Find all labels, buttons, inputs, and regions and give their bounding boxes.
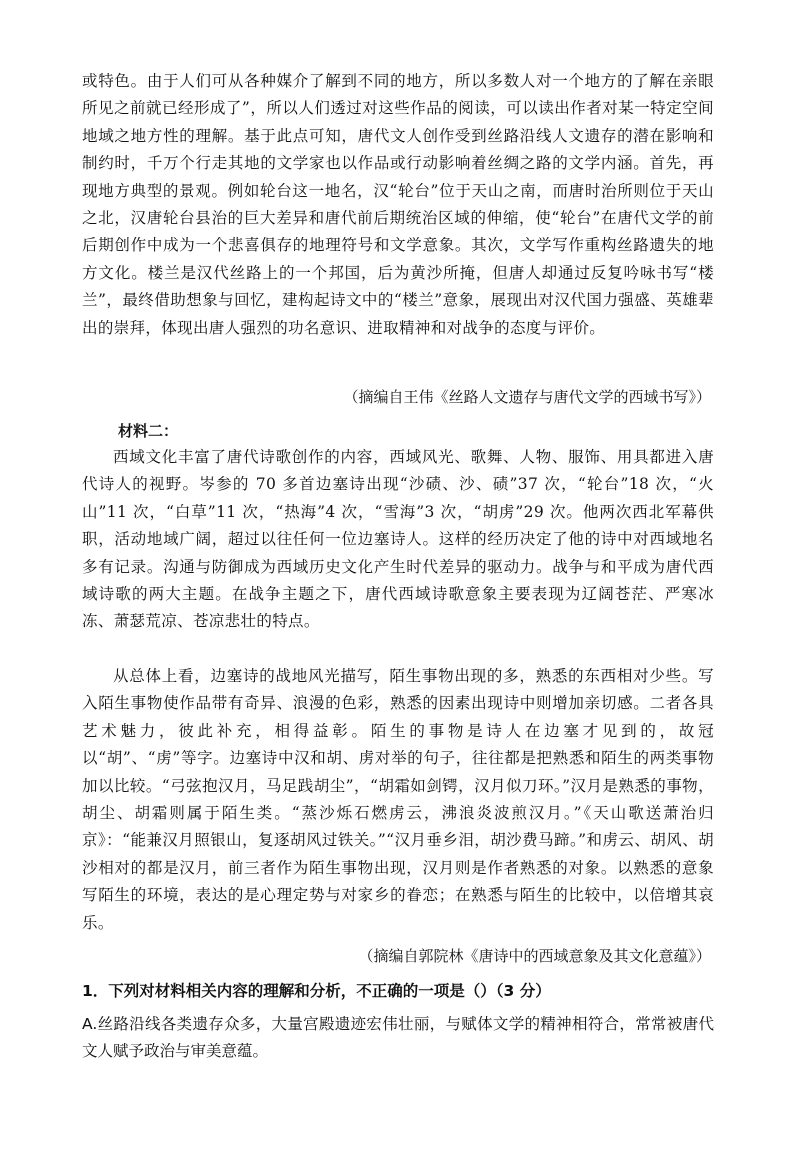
material2-paragraph-2: 从总体上看，边塞诗的战地风光描写，陌生事物出现的多，熟悉的东西相对少些。写入陌生事物使作品带有奇异、浪漫的色彩，熟悉的因素出现诗中则增加亲切感。二者各具艺术魅力，彼此补充，相得益彰。陌生的事物是诗人在边塞才见到的，故冠以“胡”、“虏”等字。边塞诗中汉和胡、虏对举的句子，往往都是把熟悉和陌生的两类事物加以比较。“弓弦抱汉月，马足践胡尘”，“胡霜如剑锷，汉月似刀环。”汉月是熟悉的事物，胡尘、胡霜则属于陌生类。“蒸沙烁石燃虏云，沸浪炎波煎汉月。”《天山歌送萧治归京》：“能兼汉月照银山，复逐胡风过铁关。”“汉月垂乡泪，胡沙费马蹄。”和虏云、胡风、胡沙相对的都是汉月，前三者作为陌生事物出现，汉月则是作者熟悉的对象。以熟悉的意象写陌生的环境，表达的是心理定势与对家乡的眷恋；在熟悉与陌生的比较中，以倍增其哀乐。 bbox=[82, 667, 714, 932]
material2-heading: 材料二： bbox=[118, 422, 179, 440]
material2-paragraph-1: 西域文化丰富了唐代诗歌创作的内容，西域风光、歌舞、人物、服饰、用具都进入唐代诗人的视野。岑参的 70 多首边塞诗出现“沙碛、沙、碛”37 次，“轮台”18 次，“火山”11 次，“白草”11 次，“热海”4 次，“雪海”3 次，“胡虏”29 次。他两次西北军幕供职，活动地域广阔，超过以往任何一位边塞诗人。这样的经历决定了他的诗中对西域地名多有记录。沟通与防御成为西域历史文化产生时代差异的驱动力。战争与和平成为唐代西域诗歌的两大主题。在战争主题之下，唐代西域诗歌意象主要表现为辽阔苍茫、严寒冰冻、萧瑟荒凉、苍凉悲壮的特点。 bbox=[82, 448, 714, 631]
question-1-option-a: A.丝路沿线各类遗存众多，大量宫殿遗迹宏伟壮丽，与赋体文学的精神相符合，常常被唐代文人赋予政治与审美意蕴。 bbox=[82, 1015, 714, 1060]
material2-source: （摘编自郭院林《唐诗中的西域意象及其文化意蕴》） bbox=[358, 947, 711, 965]
question-1-stem: 1．下列对材料相关内容的理解和分析，不正确的一项是（）（3 分） bbox=[82, 982, 551, 1000]
material1-paragraph: 或特色。由于人们可从各种媒介了解到不同的地方，所以多数人对一个地方的了解在亲眼所见之前就已经形成了”，所以人们透过对这些作品的阅读，可以读出作者对某一特定空间地域之地方性的理解。基于此点可知，唐代文人创作受到丝路沿线人文遗存的潜在影响和制约时，千万个行走其地的文学家也以作品或行动影响着丝绸之路的文学内涵。首先，再现地方典型的景观。例如轮台这一地名，汉“轮台”位于天山之南，而唐时治所则位于天山之北，汉唐轮台县治的巨大差异和唐代前后期统治区域的伸缩，使“轮台”在唐代文学的前后期创作中成为一个悲喜俱存的地理符号和文学意象。其次，文学写作重构丝路遗失的地方文化。楼兰是汉代丝路上的一个邦国，后为黄沙所掩，但唐人却通过反复吟咏书写“楼兰”，最终借助想象与回忆，建构起诗文中的“楼兰”意象，展现出对汉代国力强盛、英雄辈出的崇拜，体现出唐人强烈的功名意识、进取精神和对战争的态度与评价。 bbox=[82, 72, 714, 337]
material1-source: （摘编自王伟《丝路人文遗存与唐代文学的西域书写》） bbox=[343, 388, 711, 406]
